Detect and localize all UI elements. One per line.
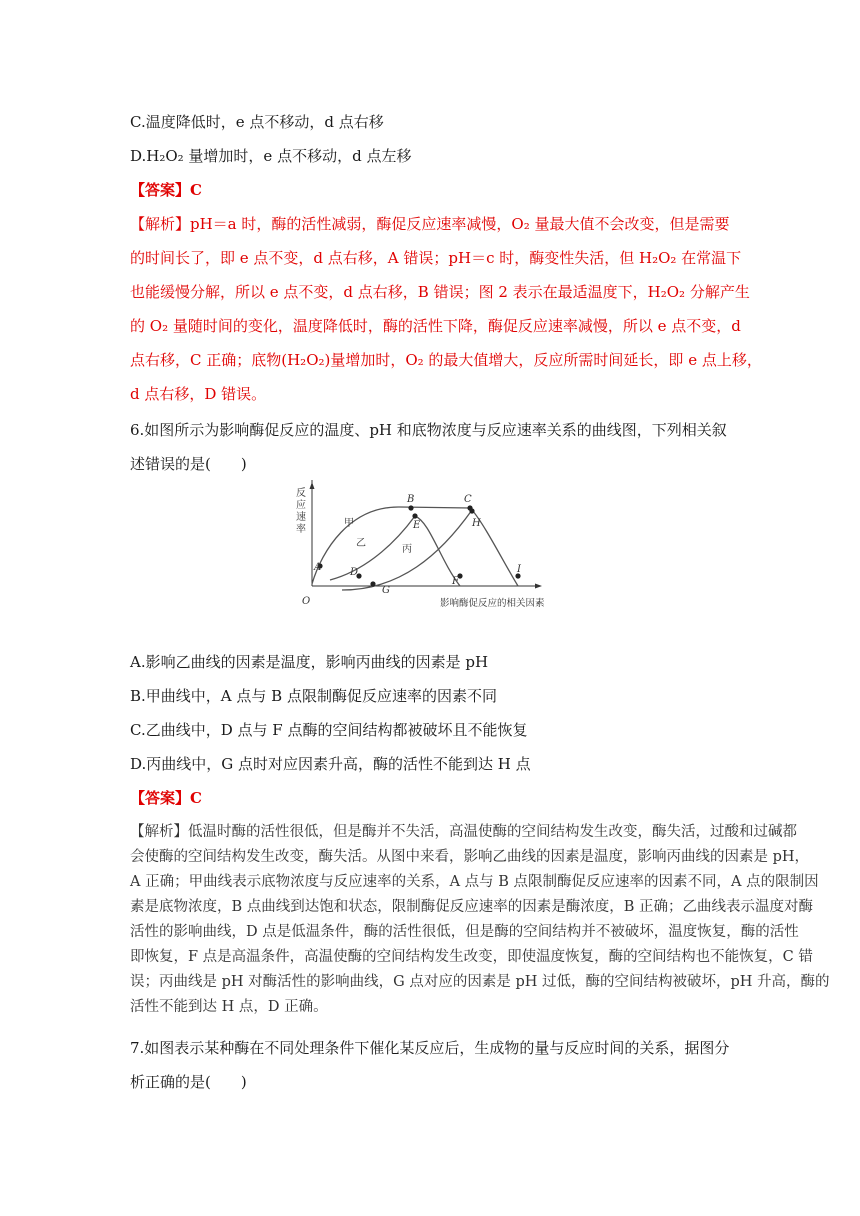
point-label-b: B xyxy=(407,494,415,505)
answer-6: 【答案】C xyxy=(130,789,202,807)
curve-jia xyxy=(312,507,470,584)
point-label-d: D xyxy=(350,567,359,578)
point-e xyxy=(412,513,417,518)
option-d-prev: D.H₂O₂ 量增加时，e 点不移动，d 点左移 xyxy=(130,147,412,165)
y-axis-label: 反应速率 xyxy=(296,488,306,535)
curve-label-yi: 乙 xyxy=(356,538,366,549)
analysis-5-line: 也能缓慢分解，所以 e 点不变，d 点右移，B 错误；图 2 表示在最适温度下，H₂O₂ 分解产生 xyxy=(130,283,750,301)
analysis-5-line: 点右移，C 正确；底物(H₂O₂)量增加时，O₂ 的最大值增大，反应所需时间延长，即 e 点上移， xyxy=(130,351,762,369)
question-7-stem: 析正确的是( ) xyxy=(130,1073,247,1091)
y-axis-arrow xyxy=(310,482,315,489)
question-6-option-d: D.丙曲线中，G 点时对应因素升高，酶的活性不能到达 H 点 xyxy=(130,755,531,773)
analysis-6-line: 活性的影响曲线，D 点是低温条件，酶的活性很低，但是酶的空间结构并不被破坏，温度恢复，酶的活性 xyxy=(130,924,799,940)
point-label-a: A xyxy=(314,562,322,573)
question-6-option-a: A.影响乙曲线的因素是温度，影响丙曲线的因素是 pH xyxy=(130,653,489,671)
point-label-g: G xyxy=(382,585,390,596)
point-g xyxy=(370,581,375,586)
point-h xyxy=(469,508,474,513)
option-c-prev: C.温度降低时，e 点不移动，d 点右移 xyxy=(130,113,384,131)
analysis-6-line: 即恢复，F 点是高温条件，高温使酶的空间结构发生改变，即使温度恢复，酶的空间结构也不能恢复，C 错 xyxy=(130,949,813,965)
point-b xyxy=(408,505,413,510)
answer-5: 【答案】C xyxy=(130,181,202,199)
analysis-6-line: 误；丙曲线是 pH 对酶活性的影响曲线，G 点对应的因素是 pH 过低，酶的空间结构被破坏，pH 升高，酶的 xyxy=(130,974,830,990)
analysis-5-line: 【解析】pH＝a 时，酶的活性减弱，酶促反应速率减慢，O₂ 量最大值不会改变，但是需要 xyxy=(130,215,730,233)
point-label-h: H xyxy=(472,518,481,529)
question-7-stem: 7.如图表示某种酶在不同处理条件下催化某反应后，生成物的量与反应时间的关系，据图分 xyxy=(130,1039,730,1057)
analysis-5-line: 的时间长了，即 e 点不变，d 点右移，A 错误；pH＝c 时，酶变性失活，但 H₂O₂ 在常温下 xyxy=(130,249,742,267)
point-label-f: F xyxy=(452,576,459,587)
analysis-5-line: d 点右移，D 错误。 xyxy=(130,385,267,403)
analysis-6-line: 会使酶的空间结构发生改变，酶失活。从图中来看，影响乙曲线的因素是温度，影响丙曲线的因素是 pH， xyxy=(130,849,810,865)
curve-bing xyxy=(342,510,518,590)
enzyme-rate-figure xyxy=(290,480,570,620)
point-label-e: E xyxy=(413,520,421,531)
point-label-i: I xyxy=(517,564,521,575)
x-axis-label: 影响酶促反应的相关因素 xyxy=(440,598,545,609)
origin-label: O xyxy=(302,596,311,607)
analysis-6-line: 【解析】低温时酶的活性很低，但是酶并不失活，高温使酶的空间结构发生改变，酶失活，过酸和过碱都 xyxy=(130,824,797,840)
analysis-6-line: A 正确；甲曲线表示底物浓度与反应速率的关系，A 点与 B 点限制酶促反应速率的因素不同，A 点的限制因 xyxy=(130,874,819,890)
analysis-6-line: 活性不能到达 H 点，D 正确。 xyxy=(130,999,328,1015)
analysis-6-line: 素是底物浓度，B 点曲线到达饱和状态，限制酶促反应速率的因素是酶浓度，B 正确；乙曲线表示温度对酶 xyxy=(130,899,814,915)
question-6-option-c: C.乙曲线中，D 点与 F 点酶的空间结构都被破坏且不能恢复 xyxy=(130,721,528,739)
analysis-5-line: 的 O₂ 量随时间的变化，温度降低时，酶的活性下降，酶促反应速率减慢，所以 e 点不变，d xyxy=(130,317,741,335)
curve-label-jia: 甲 xyxy=(344,518,354,529)
question-6-option-b: B.甲曲线中，A 点与 B 点限制酶促反应速率的因素不同 xyxy=(130,687,497,705)
question-6-stem: 6.如图所示为影响酶促反应的温度、pH 和底物浓度与反应速率关系的曲线图，下列相关叙 xyxy=(130,421,727,439)
point-label-c: C xyxy=(464,494,472,505)
question-6-stem: 述错误的是( ) xyxy=(130,455,247,473)
x-axis-arrow xyxy=(535,584,542,589)
curve-label-bing: 丙 xyxy=(402,544,412,555)
